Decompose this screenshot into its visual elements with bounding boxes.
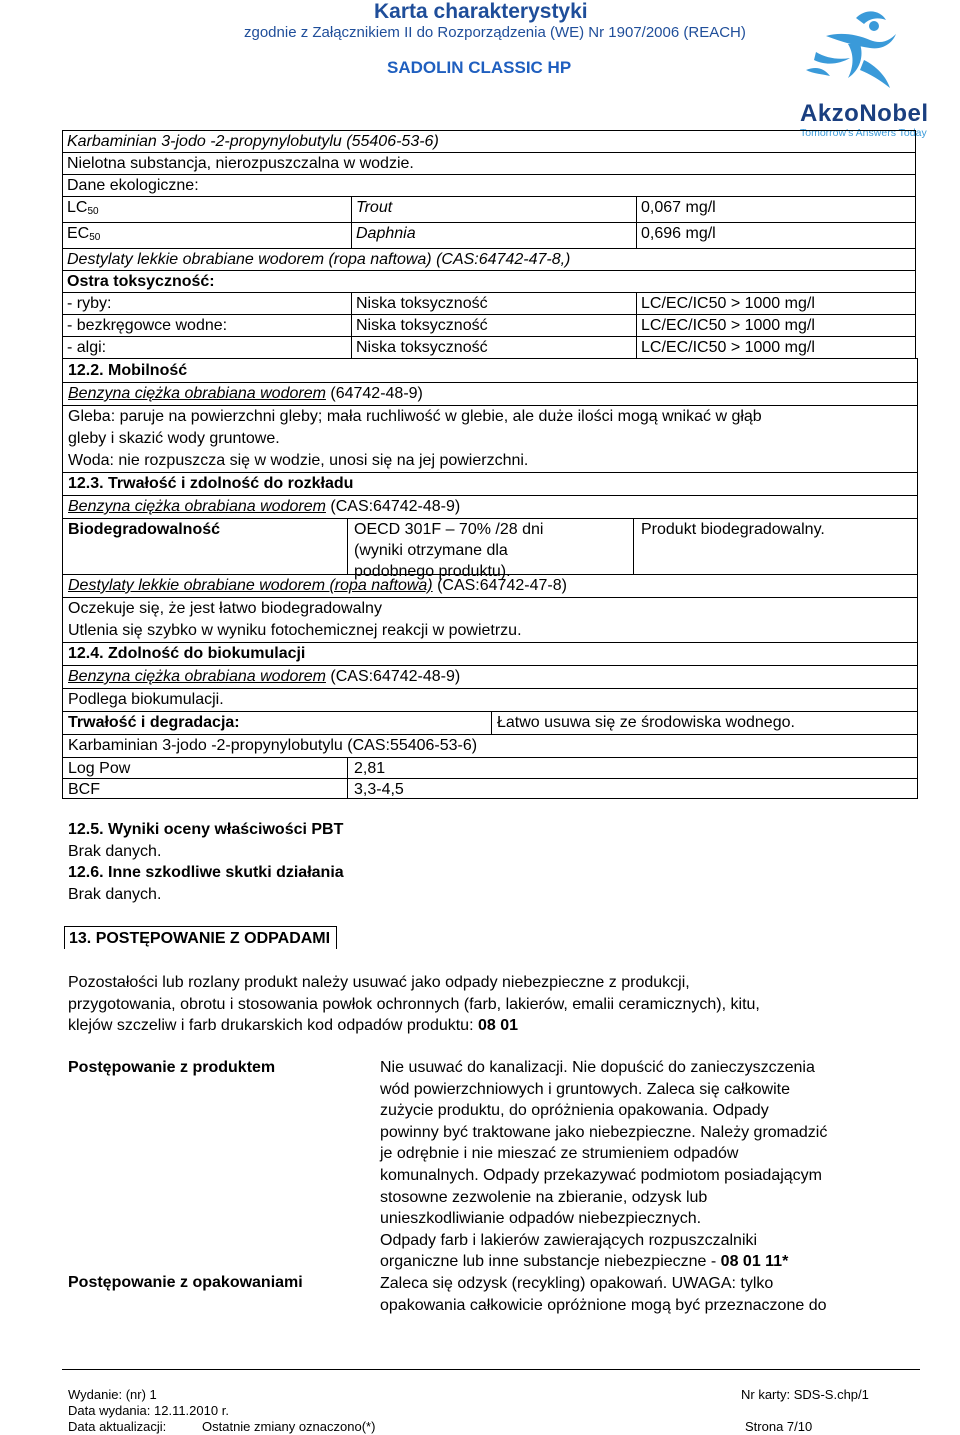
logpow-label: Log Pow: [68, 760, 131, 777]
table-row: [63, 153, 916, 175]
text-line: powinny być traktowane jako niebezpieczne. Należy gromadzić: [380, 1123, 828, 1141]
other-effects-text: Brak danych.: [68, 886, 162, 903]
table-row: [63, 249, 916, 271]
text-line: organiczne lub inne substancje niebezpieczne - 08 01 11*: [380, 1253, 789, 1271]
logo-figure-icon: [786, 0, 936, 100]
intro-line: klejów szczeliw i farb drukarskich kod odpadów produktu: 08 01: [68, 1017, 519, 1035]
footer-update-note: Ostatnie zmiany oznaczono(*): [202, 1419, 376, 1434]
degradation-value: Łatwo usuwa się ze środowiska wodnego.: [497, 714, 795, 731]
col-divider: [633, 518, 634, 574]
ec50-species: Daphnia: [352, 223, 637, 249]
persistence-line-1: Oczekuje się, że jest łatwo biodegradowalny: [68, 600, 382, 617]
akzonobel-logo: [786, 0, 936, 140]
text-line: komunalnych. Odpady przekazywać podmiotom posiadającym: [380, 1166, 822, 1184]
bioaccumulation-note: Podlega biokumulacji.: [68, 691, 224, 708]
table-row: [63, 293, 916, 315]
col-divider: [347, 518, 348, 574]
section-13-heading: 13. POSTĘPOWANIE Z ODPADAMI: [64, 926, 337, 949]
product-handling-label: Postępowanie z produktem: [68, 1059, 276, 1076]
acute-toxicity-label: Ostra toksyczność:: [63, 271, 916, 293]
biodegradability-label: Biodegradowalność: [68, 521, 221, 538]
footer-issue-date: Data wydania: 12.11.2010 r.: [68, 1403, 229, 1418]
substance-name: Karbaminian 3-jodo -2-propynylobutylu (55406-53-6): [63, 131, 916, 153]
text-line: Odpady farb i lakierów zawierających rozpuszczalniki: [380, 1231, 758, 1249]
persistence-line-2: Utlenia się szybko w wyniku fotochemicznej reakcji w powietrzu.: [68, 622, 522, 639]
lc50-value: 0,067 mg/l: [637, 197, 916, 223]
mobility-soil-line-1: Gleba: paruje na powierzchni gleby; mała ruchliwość w glebie, ale duże ilości mogą wnikać w głąb: [68, 408, 762, 425]
document-title: Karta charakterystyki: [374, 0, 588, 23]
organism: - ryby:: [63, 293, 352, 315]
text-line: unieszkodliwianie odpadów niebezpiecznych.: [380, 1210, 702, 1228]
row-divider: [63, 757, 917, 758]
biodegradability-result: Produkt biodegradowalny.: [641, 521, 825, 538]
table-row: [63, 197, 916, 223]
mobility-heading: 12.2. Mobilność: [68, 362, 188, 379]
product-handling-text: [380, 1057, 827, 1316]
persistence-substance: Benzyna ciężka obrabiana wodorem (CAS:64742-48-9): [68, 498, 461, 515]
text-line: Nie usuwać do kanalizacji. Nie dopuścić do zanieczyszczenia: [380, 1059, 815, 1076]
footer-card-number: Nr karty: SDS-S.chp/1: [741, 1387, 869, 1402]
bcf-value: 3,3-4,5: [354, 781, 404, 798]
table-row: [63, 131, 916, 153]
toxicity-value: LC/EC/IC50 > 1000 mg/l: [637, 293, 916, 315]
table-row: [63, 223, 916, 249]
toxicity: Niska toksyczność: [352, 337, 637, 359]
intro-line: Pozostałości lub rozlany produkt należy usuwać jako odpady niebezpieczne z produkcji,: [68, 974, 690, 991]
mobility-soil-line-2: gleby i skazić wody gruntowe.: [68, 430, 280, 447]
text-line: wód powierzchniowych i gruntowych. Zaleca się całkowite: [380, 1080, 790, 1098]
ec50-value: 0,696 mg/l: [637, 223, 916, 249]
bioaccumulation-substance-2: Karbaminian 3-jodo -2-propynylobutylu (CAS:55406-53-6): [68, 737, 478, 754]
logpow-value: 2,81: [354, 760, 386, 777]
eco-data-label: Dane ekologiczne:: [63, 175, 916, 197]
bioaccumulation-substance: Benzyna ciężka obrabiana wodorem (CAS:64742-48-9): [68, 668, 461, 685]
logo-wordmark: AkzoNobel: [800, 100, 929, 127]
footer-edition: Wydanie: (nr) 1: [68, 1387, 157, 1402]
bcf-label: BCF: [68, 781, 100, 798]
toxicity: Niska toksyczność: [352, 293, 637, 315]
biodegradability-method-1: OECD 301F – 70% /28 dni: [354, 521, 544, 538]
toxicity-value: LC/EC/IC50 > 1000 mg/l: [637, 315, 916, 337]
text-line: Zaleca się odzysk (recykling) opakowań. UWAGA: tylko: [380, 1274, 774, 1292]
persistence-heading: 12.3. Trwałość i zdolność do rozkładu: [68, 475, 354, 492]
mobility-water: Woda: nie rozpuszcza się w wodzie, unosi się na jej powierzchni.: [68, 452, 529, 469]
text-line: je odrębnie i nie mieszać ze strumieniem odpadów: [380, 1145, 739, 1163]
mobility-substance: Benzyna ciężka obrabiana wodorem (64742-48-9): [68, 385, 423, 402]
col-divider: [491, 711, 492, 734]
toxicity-value: LC/EC/IC50 > 1000 mg/l: [637, 337, 916, 359]
intro-line: przygotowania, obrotu i stosowania powłok ochronnych (farb, lakierów, emalii ceramicznych), kitu,: [68, 995, 760, 1013]
biodegradability-method-3: podobnego produktu).: [354, 563, 511, 580]
text-line: zużycie produktu, do opróżnienia opakowania. Odpady: [380, 1102, 769, 1120]
pbt-heading: 12.5. Wyniki oceny właściwości PBT: [68, 821, 344, 838]
persistence-substance-2: Destylaty lekkie obrabiane wodorem (ropa naftowa) (CAS:64742-47-8): [68, 577, 567, 594]
organism: - bezkręgowce wodne:: [63, 315, 352, 337]
sections-12-2-to-12-4: [62, 358, 918, 799]
footer-divider: [62, 1369, 920, 1370]
table-row: [63, 315, 916, 337]
other-effects-heading: 12.6. Inne szkodliwe skutki działania: [68, 864, 344, 881]
substance-note: Nielotna substancja, nierozpuszczalna w wodzie.: [63, 153, 916, 175]
biodegradability-method-2: (wyniki otrzymane dla: [354, 542, 508, 559]
footer-update-label: Data aktualizacji:: [68, 1419, 167, 1434]
ecotoxicity-table: [62, 130, 916, 359]
ec50-label: $EC_{50}$: [63, 223, 352, 249]
table-row: [63, 175, 916, 197]
bioaccumulation-heading: 12.4. Zdolność do biokumulacji: [68, 645, 306, 662]
packaging-handling-label: Postępowanie z opakowaniami: [68, 1274, 303, 1291]
pbt-text: Brak danych.: [68, 843, 162, 860]
lc50-species: Trout: [352, 197, 637, 223]
footer-page-number: Strona 7/10: [745, 1419, 813, 1434]
row-divider: [63, 778, 917, 779]
substance-name: Destylaty lekkie obrabiane wodorem (ropa naftowa) (CAS:64742-47-8,): [63, 249, 916, 271]
organism: - algi:: [63, 337, 352, 359]
logo-tagline: Tomorrow's Answers Today: [800, 127, 927, 139]
document-subtitle: zgodnie z Załącznikiem II do Rozporządzenia (WE) Nr 1907/2006 (REACH): [244, 24, 746, 41]
lc50-label: $LC_{50}$: [63, 197, 352, 223]
section-13-intro: [68, 972, 928, 1037]
text-line: opakowania całkowicie opróżnione mogą być przeznaczone do: [380, 1296, 827, 1314]
toxicity: Niska toksyczność: [352, 315, 637, 337]
table-row: [63, 271, 916, 293]
text-line: stosowne zezwolenie na zbieranie, odzysk lub: [380, 1188, 708, 1206]
degradation-label: Trwałość i degradacja:: [68, 714, 240, 731]
table-row: [63, 337, 916, 359]
product-name: SADOLIN CLASSIC HP: [387, 58, 572, 77]
